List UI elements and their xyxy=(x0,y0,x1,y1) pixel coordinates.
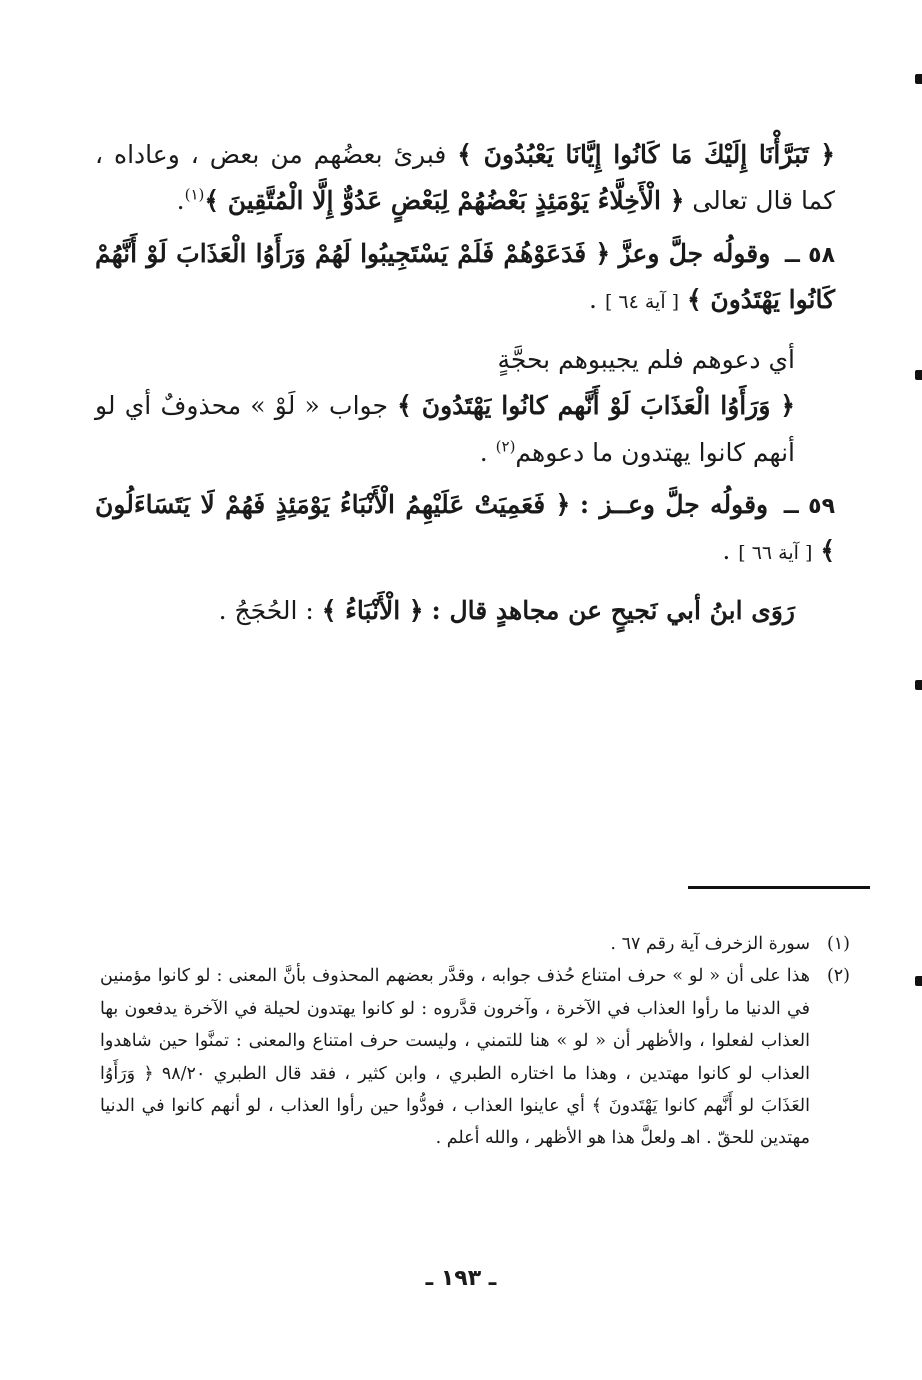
paragraph-5 xyxy=(95,482,835,575)
paragraph-3 xyxy=(95,337,835,383)
footnote-number: (٢) xyxy=(826,966,850,987)
punctuation: . xyxy=(589,284,597,314)
paragraph-6 xyxy=(95,588,835,634)
quran-verse: ﴿ فَعَمِيَتْ عَلَيْهِمُ الْأَنْبَاءُ يَوْمَئِذٍ فَهُمْ لَا يَتَسَاءَلُونَ ﴾ xyxy=(95,489,835,565)
commentary-text: فبرئ بعضُهم من بعض ، وعاداه ، كما قال تعالى xyxy=(95,140,835,216)
verse-reference: [ آية ٦٦ ] xyxy=(738,542,813,564)
footnotes xyxy=(100,928,850,1155)
quran-word: ﴿ الْأَنْبَاءُ ﴾ xyxy=(321,596,424,626)
quran-verse: ﴿ الْأَخِلَّاءُ يَوْمَئِذٍ بَعْضُهُمْ لِبَعْضٍ عَدُوٌّ إِلَّا الْمُتَّقِينَ ﴾ xyxy=(204,186,685,216)
paragraph-4 xyxy=(95,383,835,476)
margin-mark xyxy=(915,370,922,380)
commentary-text: : الحُجَجُ . xyxy=(218,596,314,626)
item-heading: وقولُه جلَّ وعــز : xyxy=(579,489,769,519)
punctuation: . xyxy=(722,536,731,565)
footnote-number: (١) xyxy=(826,934,850,954)
paragraph-1 xyxy=(95,132,835,225)
page-number: ـ ١٩٣ ـ xyxy=(425,1266,497,1291)
paragraph-2 xyxy=(95,231,835,324)
commentary-text: جواب « لَوْ » محذوفٌ أي لو أنهم كانوا يهتدون ما دعوهم xyxy=(95,391,795,467)
main-text xyxy=(95,132,835,635)
footnote-2 xyxy=(100,960,850,1154)
quran-verse: ﴿ تَبَرَّأْنَا إِلَيْكَ مَا كَانُوا إِيَّانَا يَعْبُدُونَ ﴾ xyxy=(457,140,835,169)
margin-mark xyxy=(915,976,922,986)
footnote-marker: (٢) xyxy=(495,437,516,456)
footnote-1 xyxy=(100,928,850,960)
narration-text: رَوَى ابنُ أبي نَجيحٍ عن مجاهدٍ قال : xyxy=(431,596,795,626)
punctuation: . xyxy=(479,437,488,467)
commentary-text: أي دعوهم فلم يجيبوهم بحجَّةٍ xyxy=(497,345,795,374)
quran-verse: ﴿ وَرَأَوُا الْعَذَابَ لَوْ أَنَّهم كانُوا يَهْتَدُونَ ﴾ xyxy=(397,391,795,421)
verse-reference: [ آية ٦٤ ] xyxy=(604,290,680,313)
margin-mark xyxy=(915,680,922,690)
punctuation: . xyxy=(176,186,185,216)
item-number: ٥٨ ــ xyxy=(784,242,835,268)
quran-verse: ﴿ فَدَعَوْهُمْ فَلَمْ يَسْتَجِيبُوا لَهُمْ وَرَأَوُا الْعَذَابَ لَوْ أَنَّهُمْ كَانُوا يَهْتَدُونَ ﴾ xyxy=(95,238,835,314)
footnote-text: سورة الزخرف آية رقم ٦٧ . xyxy=(610,934,810,954)
footnote-marker: (١) xyxy=(184,185,205,204)
margin-mark xyxy=(915,74,922,84)
footnote-separator xyxy=(688,886,870,889)
footnote-text: هذا على أن « لو » حرف امتناع حُذف جوابه ، وقدَّر بعضهم المحذوف بأنَّ المعنى : لو كانوا مؤمنين في الدنيا ما رأوا العذاب في الآخرة ، وآخرون قدَّروه : لو كانوا يهتدون لحيلة في الآخرة يدفعون بها العذاب لفعلوا ، والأظهر أن « لو » هنا للتمني ، وليست حرف امتناع والمعنى : تمنَّوا حين شاهدوا العذاب لو كانوا مهتدين ، وهذا ما اختاره الطبري ، وابن كثير ، فقد قال الطبري ٩٨/٢٠ ﴿ وَرَأَوُا العَذَابَ لو أَنَّهم كانوا يَهْتَدونَ ﴾ أي عاينوا العذاب ، فودُّوا حين رأوا العذاب ، لو أنهم كانوا في الدنيا مهتدين للحقّ . اهـ ولعلَّ هذا هو الأظهر ، والله أعلم . xyxy=(100,966,810,1149)
item-heading: وقولُه جلَّ وعزَّ xyxy=(618,238,771,268)
item-number: ٥٩ ــ xyxy=(783,493,835,519)
